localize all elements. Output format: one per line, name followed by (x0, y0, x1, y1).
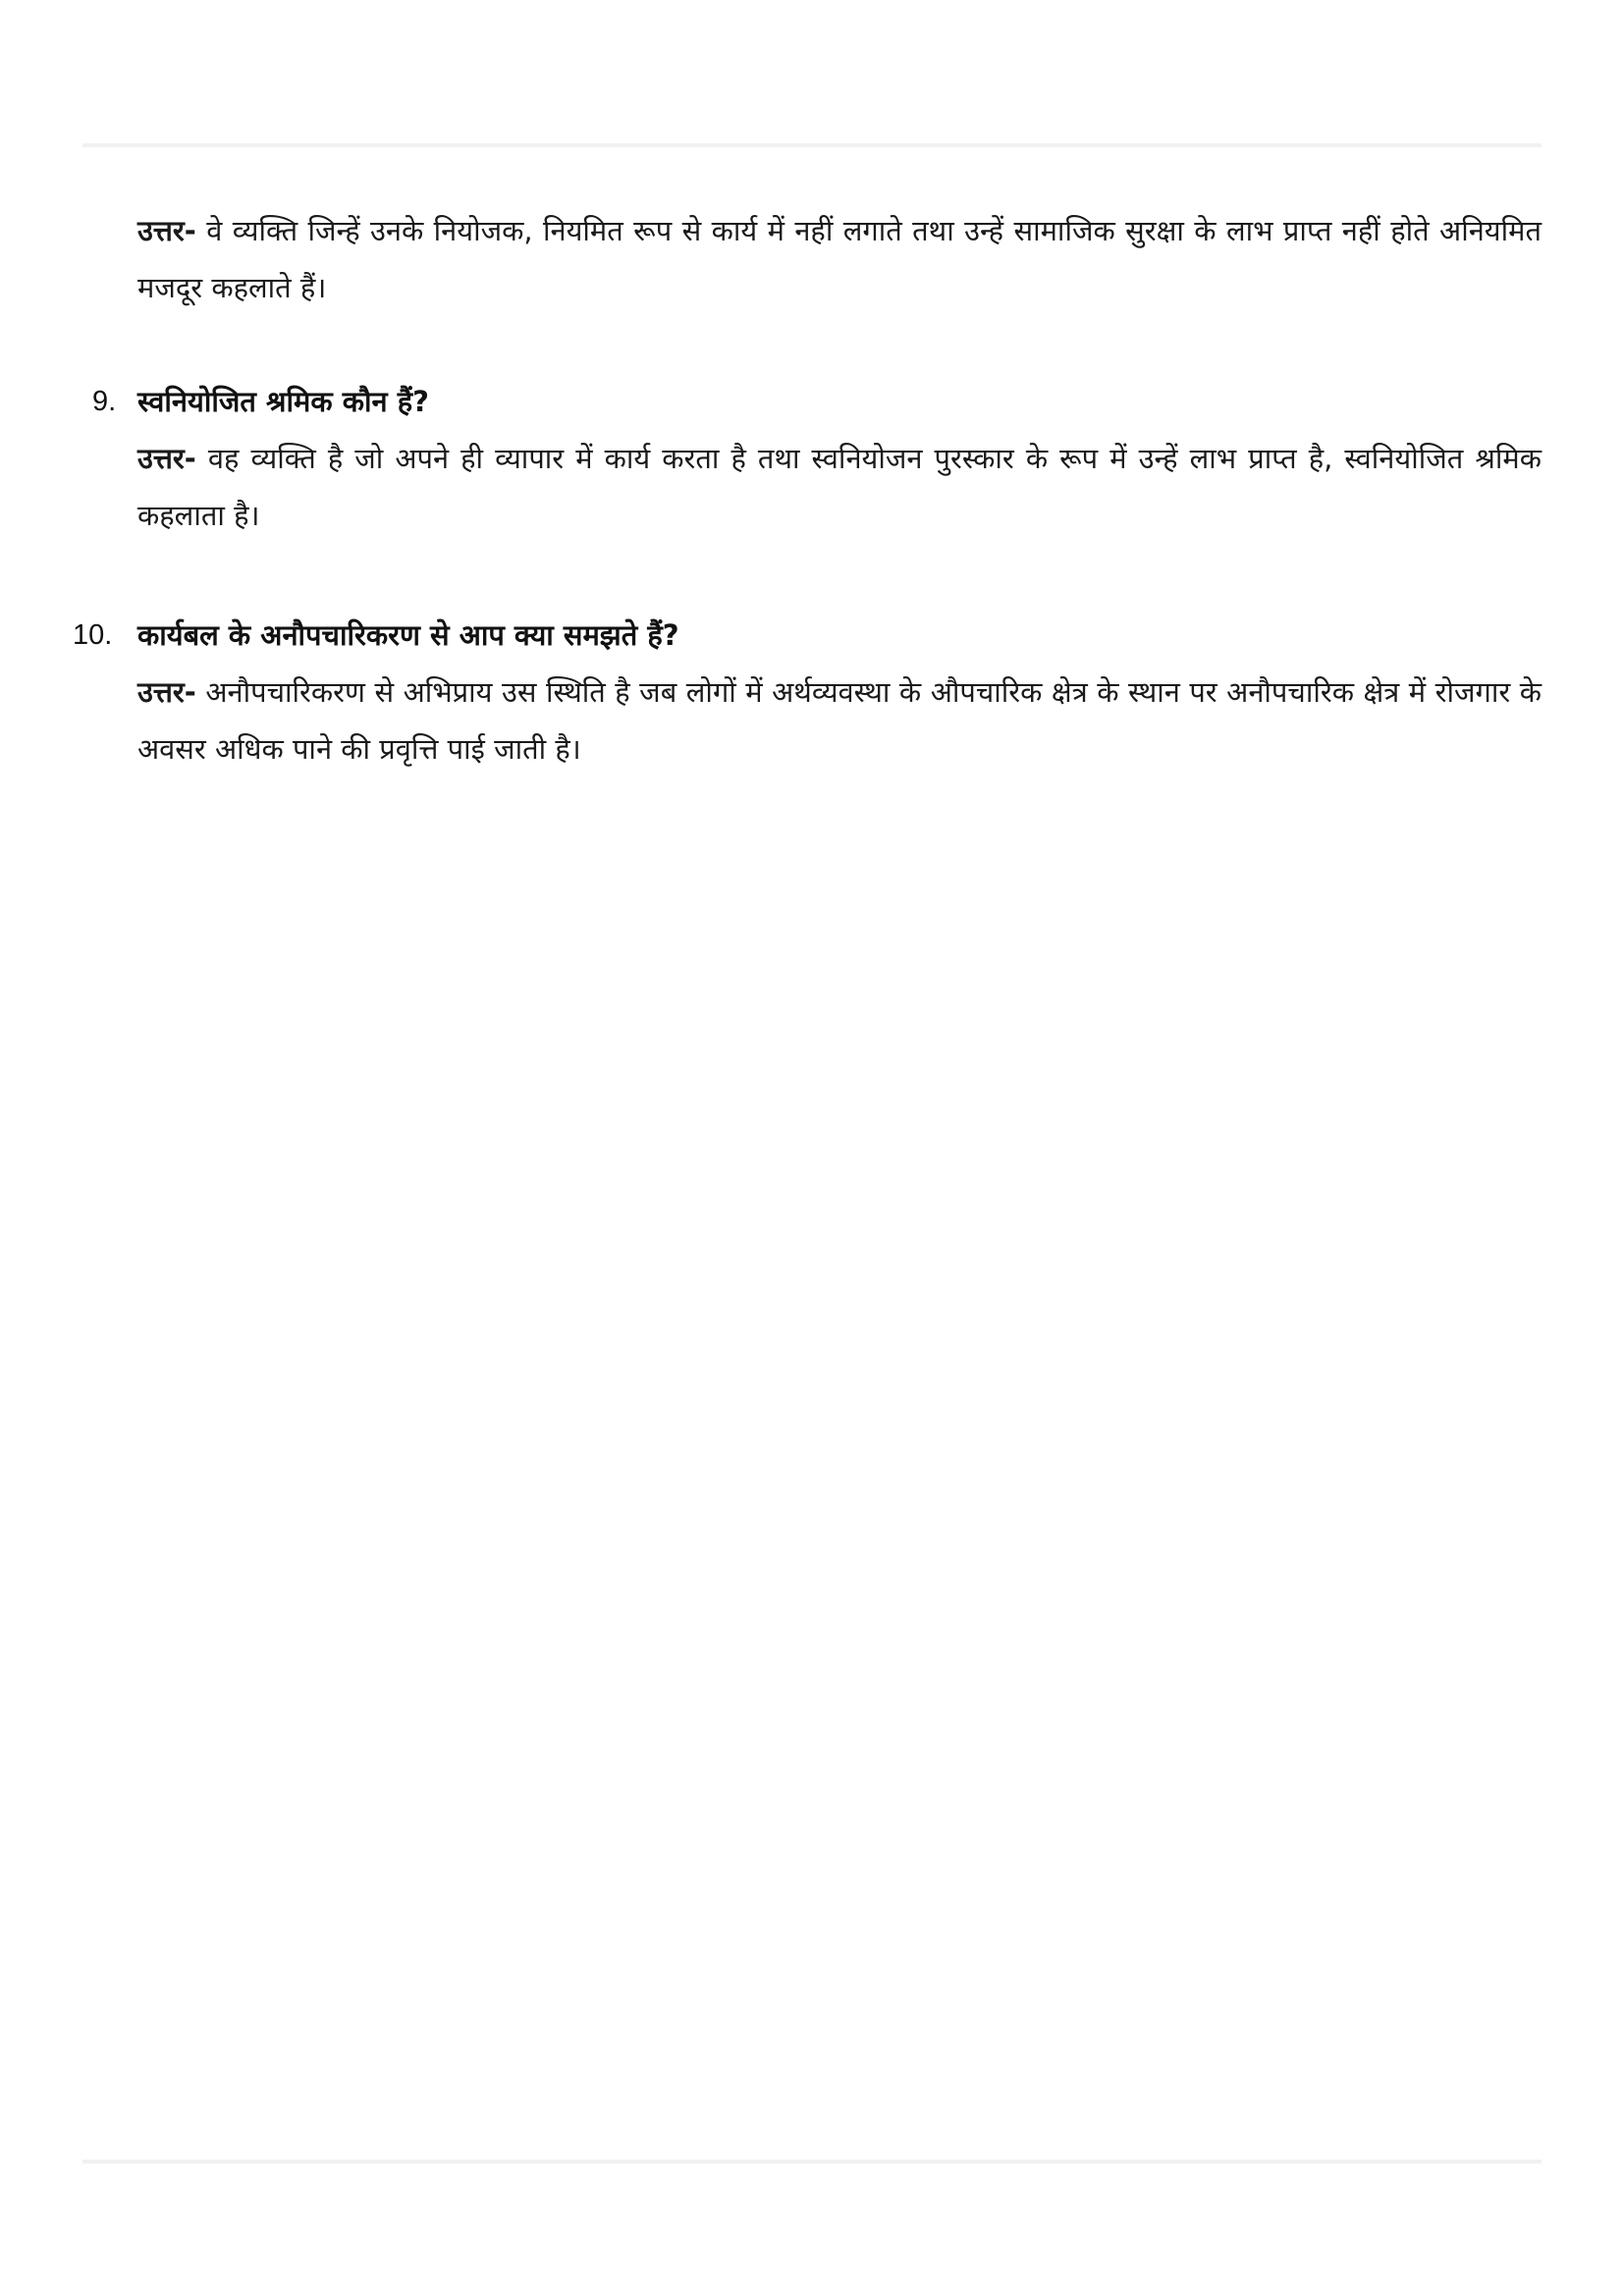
question-number: 9. (92, 386, 117, 417)
question-text: कार्यबल के अनौपचारिकरण से आप क्या समझते हैं? (137, 618, 679, 652)
answer-label: उत्तर- (137, 214, 196, 247)
answer-block-8 (137, 202, 1542, 316)
answer-9 (137, 430, 1542, 544)
answer-text: वे व्यक्ति जिन्हें उनके नियोजक, नियमित रूप से कार्य में नहीं लगाते तथा उन्हें सामाजिक सुरक्षा के लाभ प्राप्त नहीं होते अनियमित मजदूर कहलाते हैं। (137, 214, 1542, 304)
question-text: स्वनियोजित श्रमिक कौन हैं? (137, 385, 429, 418)
answer-10 (137, 664, 1542, 777)
answer-8 (137, 202, 1542, 316)
answer-text: वह व्यक्ति है जो अपने ही व्यापार में कार्य करता है तथा स्वनियोजन पुरस्कार के रूप में उन्हें लाभ प्राप्त है, स्वनियोजित श्रमिक कहलाता है। (137, 442, 1542, 532)
header-divider (82, 143, 1542, 147)
answer-text: अनौपचारिकरण से अभिप्राय उस स्थिति है जब लोगों में अर्थव्यवस्था के औपचारिक क्षेत्र के स्थान पर अनौपचारिक क्षेत्र में रोजगार के अवसर अधिक पाने की प्रवृत्ति पाई जाती है। (137, 675, 1542, 766)
question-number: 10. (73, 619, 113, 651)
answer-label: उत्तर- (137, 675, 196, 709)
answer-label: उत्तर- (137, 442, 196, 475)
answer-block-9 (137, 430, 1542, 544)
answer-block-10 (137, 664, 1542, 777)
footer-divider (82, 2160, 1542, 2163)
